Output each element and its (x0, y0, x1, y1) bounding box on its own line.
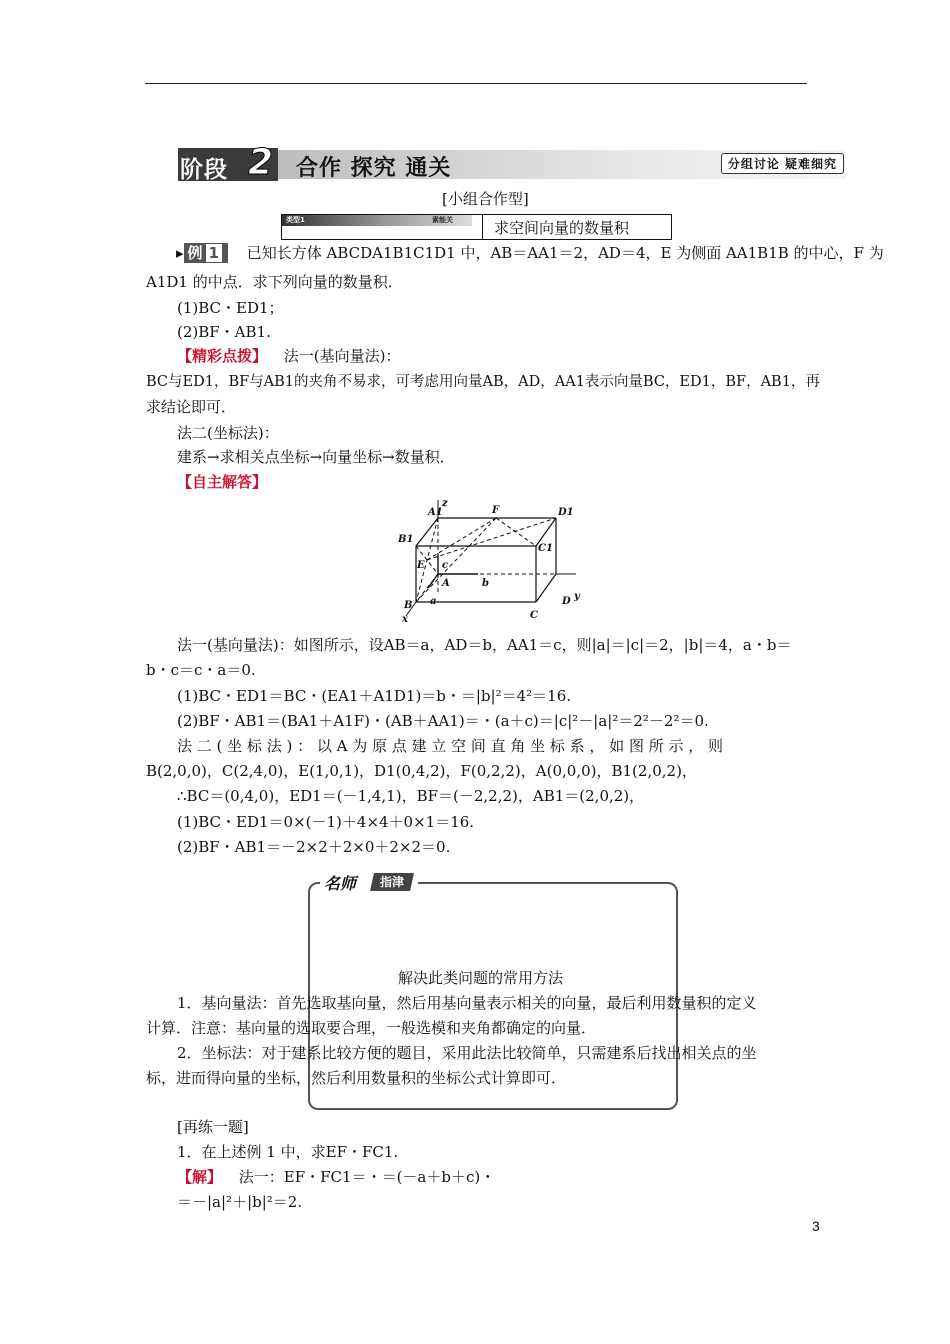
teacher-badge: 指津 (370, 873, 414, 891)
example-line-1: ▸ 例 1 已知长方体 ABCDA1B1C1D1 中，AB＝AA1＝2，AD＝4，E 为侧面 AA1B1B 的中心，F 为 (176, 244, 884, 262)
type-title: 求空间向量的数量积 (494, 219, 630, 237)
label-f: F (492, 505, 500, 516)
teacher-frame-gap (310, 906, 674, 960)
answer-label: 【解】 (177, 1168, 223, 1186)
type-tab-right: 素能关 (432, 216, 453, 224)
teacher-heading: 解决此类问题的常用方法 (398, 969, 564, 987)
self-answer-label: 【自主解答】 (177, 473, 268, 491)
label-c: C (530, 610, 538, 621)
top-rule (145, 83, 807, 84)
tips-method2-title: 法二(坐标法)： (177, 424, 279, 442)
stage-subtitle: 合作 探究 通关 (296, 155, 452, 181)
solution-line-1: 法一(基向量法)：如图所示，设AB＝a，AD＝b，AA1＝c，则|a|＝|c|＝2，|b|＝4，a・b＝ (177, 636, 792, 654)
label-d1: D1 (558, 507, 574, 518)
label-b: B (404, 600, 413, 611)
practice-label: [再练一题] (177, 1118, 249, 1136)
solution-line-2: b・c＝c・a＝0. (146, 661, 256, 679)
example-question-1: (1)BC・ED1； (177, 299, 284, 317)
type-box (281, 214, 672, 240)
tips-method1-title: 法一(基向量法)： (283, 347, 401, 365)
type-tab-left: 类型1 (286, 216, 305, 224)
solution-line-8: (1)BC・ED1＝0×(－1)＋4×4＋0×1＝16. (177, 813, 475, 831)
stage-title: 阶段 (180, 157, 228, 183)
label-e: E (417, 560, 425, 571)
label-a1: A1 (428, 507, 443, 518)
stage-tag: 分组讨论 疑难细究 (721, 153, 844, 174)
group-label: [小组合作型] (442, 190, 529, 208)
tips-method2-line: 建系→求相关点坐标→向量坐标→数量积． (177, 448, 455, 466)
teacher-p2-line1: 2．坐标法：对于建系比较方便的题目，采用此法比较简单，只需建系后找出相关点的坐 (177, 1044, 757, 1062)
tips-label: 【精彩点拨】 (177, 347, 268, 365)
tips-method1-line1: BC与ED1，BF与AB1的夹角不易求，可考虑用向量AB，AD，AA1表示向量BC，ED1，BF，AB1，再 (146, 374, 820, 390)
type-tab (282, 215, 472, 226)
practice-answer-line2: ＝－|a|²＋|b|²＝2. (177, 1193, 303, 1211)
solution-line-9: (2)BF・AB1＝－2×2＋2×0＋2×2＝0. (177, 838, 451, 856)
solution-line-4: (2)BF・AB1＝(BA1＋A1F)・(AB＋AA1)＝・(a＋c)＝|c|²－|a|²＝2²－2²＝0. (177, 712, 709, 730)
teacher-p1-line1: 1．基向量法：首先选取基向量，然后用基向量表示相关的向量，最后利用数量积的定义 (177, 994, 757, 1012)
example-text-2: A1D1 的中点．求下列向量的数量积． (146, 273, 403, 291)
stage-header (178, 142, 846, 183)
edge-c1-d1 (536, 518, 556, 546)
label-b-vector: b (482, 578, 489, 589)
solution-line-5: 法 二 ( 坐 标 法 ) ： 以 A 为 原 点 建 立 空 间 直 角 坐 标 系 ， 如 图 所 示 ， 则 (177, 737, 724, 755)
example-text-1: 已知长方体 ABCDA1B1C1D1 中，AB＝AA1＝2，AD＝4，E 为侧面 AA1B1B 的中心，F 为 (246, 244, 884, 262)
label-c-vector: c (442, 560, 449, 571)
tips-heading-line (177, 346, 401, 366)
practice-answer-line1 (177, 1167, 495, 1187)
teacher-p1-line2: 计算．注意：基向量的选取要合理，一般选模和夹角都确定的向量． (146, 1019, 597, 1037)
label-z: z (442, 498, 448, 509)
tips-method1-line2: 求结论即可． (146, 398, 237, 416)
solution-line-6: B(2,0,0)，C(2,4,0)，E(1,0,1)，D1(0,4,2)，F(0,2,2)，A(0,0,0)，B1(2,0,2)， (146, 762, 697, 780)
page-number: 3 (812, 1218, 820, 1234)
stage-number: 2 (248, 142, 274, 183)
edge-c-d (536, 574, 556, 602)
stage-label-block (178, 142, 278, 183)
teacher-p2-line2: 标，进而得向量的坐标，然后利用数量积的坐标公式计算即可． (146, 1069, 567, 1087)
answer-text-1: 法一：EF・FC1＝・＝(－a＋b＋c)・ (238, 1168, 496, 1186)
example-question-2: (2)BF・AB1. (177, 323, 271, 341)
type-divider (482, 215, 483, 239)
cuboid-figure (398, 496, 588, 626)
segment-e-d1 (427, 518, 556, 560)
teacher-label (320, 872, 418, 894)
label-d: D (562, 596, 571, 607)
label-a-vector: a (430, 596, 437, 607)
label-x: x (402, 614, 408, 625)
label-a: A (442, 578, 450, 589)
practice-question: 1．在上述例 1 中，求EF・FC1. (177, 1143, 399, 1161)
label-y: y (574, 591, 580, 602)
solution-line-3: (1)BC・ED1＝BC・(EA1＋A1D1)＝b・＝|b|²＝4²＝16. (177, 687, 572, 705)
example-tag: 例 1 (184, 243, 228, 263)
label-c1: C1 (538, 543, 553, 554)
solution-line-7: ∴BC＝(0,4,0)，ED1＝(－1,4,1)，BF＝(－2,2,2)，AB1＝(2,0,2)， (177, 787, 645, 805)
segment-f-c1 (496, 518, 536, 546)
label-b1: B1 (398, 534, 414, 545)
teacher-name: 名师 (324, 874, 357, 893)
